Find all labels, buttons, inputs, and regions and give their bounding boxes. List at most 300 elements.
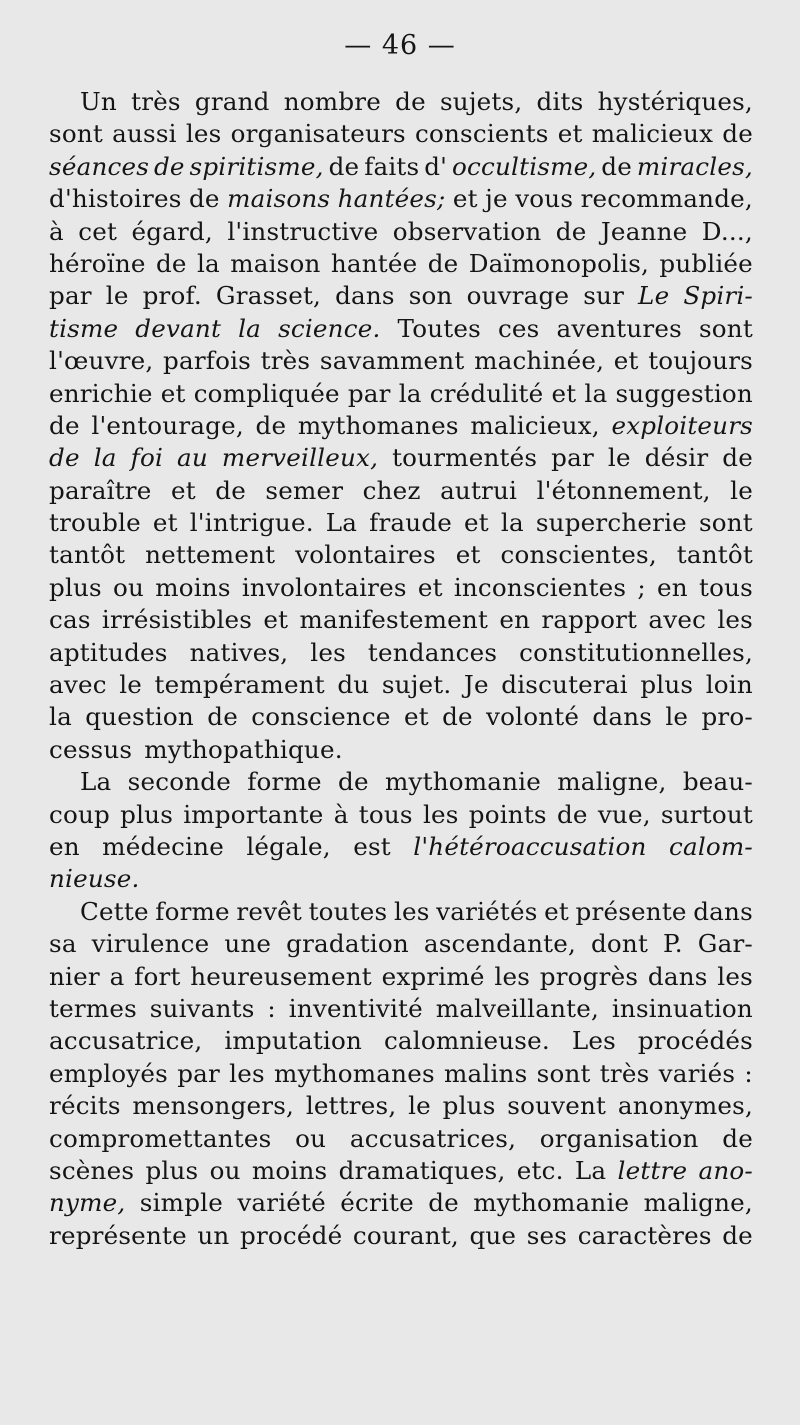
word: importante [183,799,324,829]
word: et [613,346,639,376]
word: hantée [330,248,418,278]
word: caractères [577,1220,712,1250]
word: les [185,119,222,149]
text-line [49,442,753,474]
word: dans [647,961,708,991]
word: malicieux [591,119,714,149]
word: plus [145,1155,199,1185]
word: tempérament [154,670,325,700]
italic-word: merveilleux, [221,443,379,473]
italic-word: nieuse. [49,864,140,894]
text-line [49,475,753,507]
word: en [499,605,531,635]
word: nombre [283,87,381,116]
text-line [49,961,753,993]
word: fraude [369,508,453,538]
word: tous [698,572,753,602]
text-line [49,118,753,150]
word: La [574,1155,607,1185]
word: enrichie [49,378,153,408]
word: chez [362,475,421,505]
word: simple [139,1188,223,1218]
word: compromettantes [49,1123,272,1153]
word: pro- [701,702,753,732]
word: volontaires [295,540,436,570]
word: médecine [102,831,224,861]
word: prof. [142,281,202,311]
text-line [49,572,753,604]
word: est [353,831,391,861]
word: virulence [91,929,210,959]
word: points [468,799,547,829]
word: l'intrigue. [189,508,314,538]
word: de [207,702,238,732]
word: l'œuvre, [49,346,154,376]
word: l'entourage, [91,410,244,440]
word: les [717,605,753,635]
word: de [722,1220,753,1250]
word: compliquée [193,378,340,408]
word: rapport [541,605,638,635]
word: dont [590,929,649,959]
word: scènes [49,1155,135,1185]
word: progrès [539,961,639,991]
word: très [131,87,181,116]
italic-word: la [93,443,117,473]
word: plus [120,799,174,829]
word: coup [49,799,110,829]
word: employés [49,1058,168,1088]
word: de [555,216,587,246]
word: hystériques, [597,87,753,116]
word: natives, [189,637,289,667]
italic-word: spiritisme, [189,151,324,181]
word: je [485,184,508,214]
word: accusatrice, [49,1026,203,1056]
word: maligne, [643,1188,753,1218]
word: Jeanne [600,216,688,246]
word: héroïne [49,248,146,278]
word: sur [583,281,625,311]
text-line [49,1187,753,1219]
italic-word: lettre [617,1155,688,1185]
word: publiée [659,248,753,278]
italic-word: miracles, [636,151,753,181]
word: et [160,378,186,408]
word: et [152,508,178,538]
word: et [170,475,196,505]
word: vous [515,184,574,214]
word: moins [251,1155,328,1185]
text-line [49,993,753,1025]
word: nettement [145,540,276,570]
word: variétés [436,896,538,926]
word: accusatrices, [349,1123,517,1153]
word: à [333,799,349,829]
word: de [395,87,426,116]
word: paraître [49,475,152,505]
word: Un [80,87,117,116]
word: de [428,1188,459,1218]
word: sont [49,119,103,149]
word: semer [265,475,344,505]
word: inventivité [288,993,423,1023]
word: de [722,1123,753,1153]
word: le [119,670,143,700]
word: ou [295,1123,327,1153]
word: toujours [648,346,753,376]
word: revêt [236,896,303,926]
word: recommande, [580,184,753,214]
word: par [347,378,391,408]
italic-word: de [49,443,80,473]
italic-word: devant [135,313,222,343]
text-line [49,345,753,377]
word: les [717,961,753,991]
word: conscience [251,702,391,732]
word: par [49,281,92,311]
word: cessus [49,734,133,764]
word: Les [571,1026,616,1056]
italic-word: la [238,313,262,343]
text-line [49,539,753,571]
word: Gar- [697,929,753,959]
word: la [398,378,422,408]
word: volonté [486,702,580,732]
word: tourmentés [392,443,538,473]
word: cet [78,216,118,246]
word: manifestement [299,605,489,635]
word: question [85,702,194,732]
word: a [109,961,125,991]
word: aussi [112,119,177,149]
word: de [338,767,369,797]
word: malveillante, [435,993,599,1023]
word: procédés [637,1026,753,1056]
word: ou [113,572,145,602]
word: souvent [507,1091,607,1121]
word: tantôt [676,540,753,570]
word: nier [49,961,100,991]
word: la [584,378,608,408]
text-line [49,863,753,895]
text-line [49,928,753,960]
word: de [427,248,459,278]
text-line [49,248,753,280]
word: dans [592,702,653,732]
word: très [599,1058,650,1088]
word: discuterai [501,670,628,700]
word: fort [134,961,181,991]
word: dramatiques, [338,1155,506,1185]
word: plus [442,1091,496,1121]
word: une [224,929,272,959]
word: seconde [127,767,231,797]
text-line [49,1123,753,1155]
text-line [49,378,753,410]
word: le [105,281,129,311]
word: son [408,281,453,311]
word: de [328,151,360,181]
word: dans [693,896,753,926]
word: organisateurs [230,119,406,149]
word: toutes [308,896,388,926]
word: ses [526,1220,568,1250]
word: anonymes, [617,1091,753,1121]
word: machinée, [474,346,605,376]
word: malicieux, [470,410,600,440]
word: présente [575,896,687,926]
word: d' [424,151,448,181]
word: suivants [149,993,255,1023]
word: mythopathique. [144,734,343,764]
word: moins [155,572,231,602]
word: dits [536,87,584,116]
italic-word: exploiteurs [611,410,753,440]
word: La [80,767,112,797]
italic-word: tisme [49,313,119,343]
word: les [310,637,346,667]
word: écrite [340,1188,414,1218]
text-line [49,1155,753,1187]
word: ou [209,1155,241,1185]
word: D..., [701,216,753,246]
word: dans [335,281,395,311]
word: maligne, [557,767,667,797]
text-line [49,734,753,766]
word: imputation [224,1026,363,1056]
word: beau- [682,767,753,797]
text-line [49,313,753,345]
italic-word: séances [49,151,150,181]
word: les [494,961,531,991]
text-line [49,1220,753,1252]
word: trouble [49,508,141,538]
word: du [337,670,370,700]
word: termes [49,993,137,1023]
word: mythomanie [473,1188,630,1218]
word: de [601,151,632,181]
word: tendances [367,637,498,667]
word: égard, [131,216,213,246]
word: maison [230,248,321,278]
word: inconscientes [453,572,627,602]
word: crédulité [429,378,544,408]
word: et [417,572,443,602]
word: de [556,799,588,829]
word: faits [364,151,420,181]
text-line [49,604,753,636]
text-line [49,701,753,733]
word: ; [637,572,646,602]
text-line [49,1058,753,1090]
word: Toutes [397,313,481,343]
word: avec [49,670,107,700]
word: tantôt [49,540,126,570]
text-line [49,1090,753,1122]
word: mythomanes [297,410,459,440]
word: de [722,119,753,149]
word: forme [247,767,322,797]
word: mythomanes [274,1058,435,1088]
word: avec [648,605,707,635]
word: mensongers, [132,1091,295,1121]
word: suggestion [615,378,753,408]
word: de [442,702,473,732]
word: et [551,378,577,408]
word: et [452,184,478,214]
word: : [744,1058,753,1088]
text-line [49,507,753,539]
word: etc. [516,1155,564,1185]
word: sa [49,929,77,959]
word: parfois [163,346,251,376]
word: désir [644,443,709,473]
word: forme [155,896,230,926]
word: autrui [440,475,518,505]
word: et [464,508,489,538]
word: variés [658,1058,736,1088]
word: tous [358,799,413,829]
word: d'histoires [49,184,182,214]
word: vue, [597,799,651,829]
word: observation [392,216,542,246]
word: et [263,605,289,635]
text-line [49,831,753,863]
italic-word: calom- [668,831,753,861]
word: légale, [246,831,331,861]
text-line [49,799,753,831]
word: la [49,702,72,732]
text-line [49,86,753,118]
word: surtout [660,799,753,829]
word: ascendante, [423,929,577,959]
word: plus [49,572,102,602]
word: variété [237,1188,326,1218]
word: : [267,993,276,1023]
word: Cette [80,896,149,926]
italic-word: au [177,443,208,473]
word: involontaires [241,572,407,602]
italic-word: maisons [227,184,331,214]
word: de [255,410,287,440]
word: organisation [539,1123,699,1153]
word: l'instructive [227,216,379,246]
word: l'étonnement, [536,475,711,505]
word: Daïmonopolis, [468,248,650,278]
word: ouvrage [466,281,570,311]
word: les [229,1058,265,1088]
text-line [49,766,753,798]
word: cas [49,605,91,635]
word: supercherie [535,508,687,538]
word: ces [497,313,540,343]
text-line [49,280,753,312]
word: récits [49,1091,121,1121]
word: le [730,475,753,505]
word: plus [640,670,694,700]
word: par [177,1058,220,1088]
word: et [544,896,569,926]
word: à [49,216,64,246]
word: constitutionnelles, [519,637,753,667]
word: sujet. [381,670,452,700]
word: représente [49,1220,187,1250]
text-line [49,183,753,215]
word: et [403,702,429,732]
italic-word: ano- [698,1155,753,1185]
word: heureusement [190,961,372,991]
word: gradation [286,929,409,959]
word: procédé [240,1220,343,1250]
word: aptitudes [49,637,168,667]
word: conscientes, [500,540,657,570]
word: sujets, [439,87,523,116]
word: Je [463,670,489,700]
text-line [49,1025,753,1057]
word: et [557,119,583,149]
word: P. [663,929,683,959]
word: sont [536,1058,591,1088]
italic-word: science. [278,313,381,343]
word: savamment [319,346,465,376]
word: courant, [352,1220,459,1250]
word: le [408,1091,431,1121]
word: par [551,443,594,473]
word: les [422,799,459,829]
italic-word: de [153,151,185,181]
word: calomnieuse. [383,1026,550,1056]
italic-word: foi [130,443,164,473]
word: de [722,443,753,473]
word: aventures [556,313,682,343]
word: sont [698,313,753,343]
word: un [197,1220,230,1250]
word: grand [194,87,270,116]
text-line [49,669,753,701]
italic-word: nyme, [49,1188,126,1218]
italic-word: hantées; [337,184,446,214]
word: insinuation [611,993,753,1023]
word: et [455,540,481,570]
word: le [665,702,689,732]
italic-word: occultisme, [452,151,597,181]
word: malins [444,1058,528,1088]
word: de [155,248,187,278]
word: la [500,508,524,538]
word: en [657,572,688,602]
text-line [49,151,753,183]
italic-word: l'hétéroaccusation [413,831,647,861]
word: très [260,346,311,376]
word: irrésistibles [101,605,253,635]
word: de [49,410,80,440]
word: mythomanie [385,767,542,797]
italic-word: Spiri- [683,281,753,311]
text-line [49,637,753,669]
word: loin [705,670,753,700]
word: exprimé [381,961,485,991]
word: en [49,831,80,861]
page-number: — 46 — [344,30,456,61]
text-line [49,410,753,442]
word: les [393,896,430,926]
word: Grasset, [215,281,322,311]
word: de [188,184,220,214]
word: lettres, [305,1091,397,1121]
word: le [607,443,631,473]
text-line [49,216,753,248]
